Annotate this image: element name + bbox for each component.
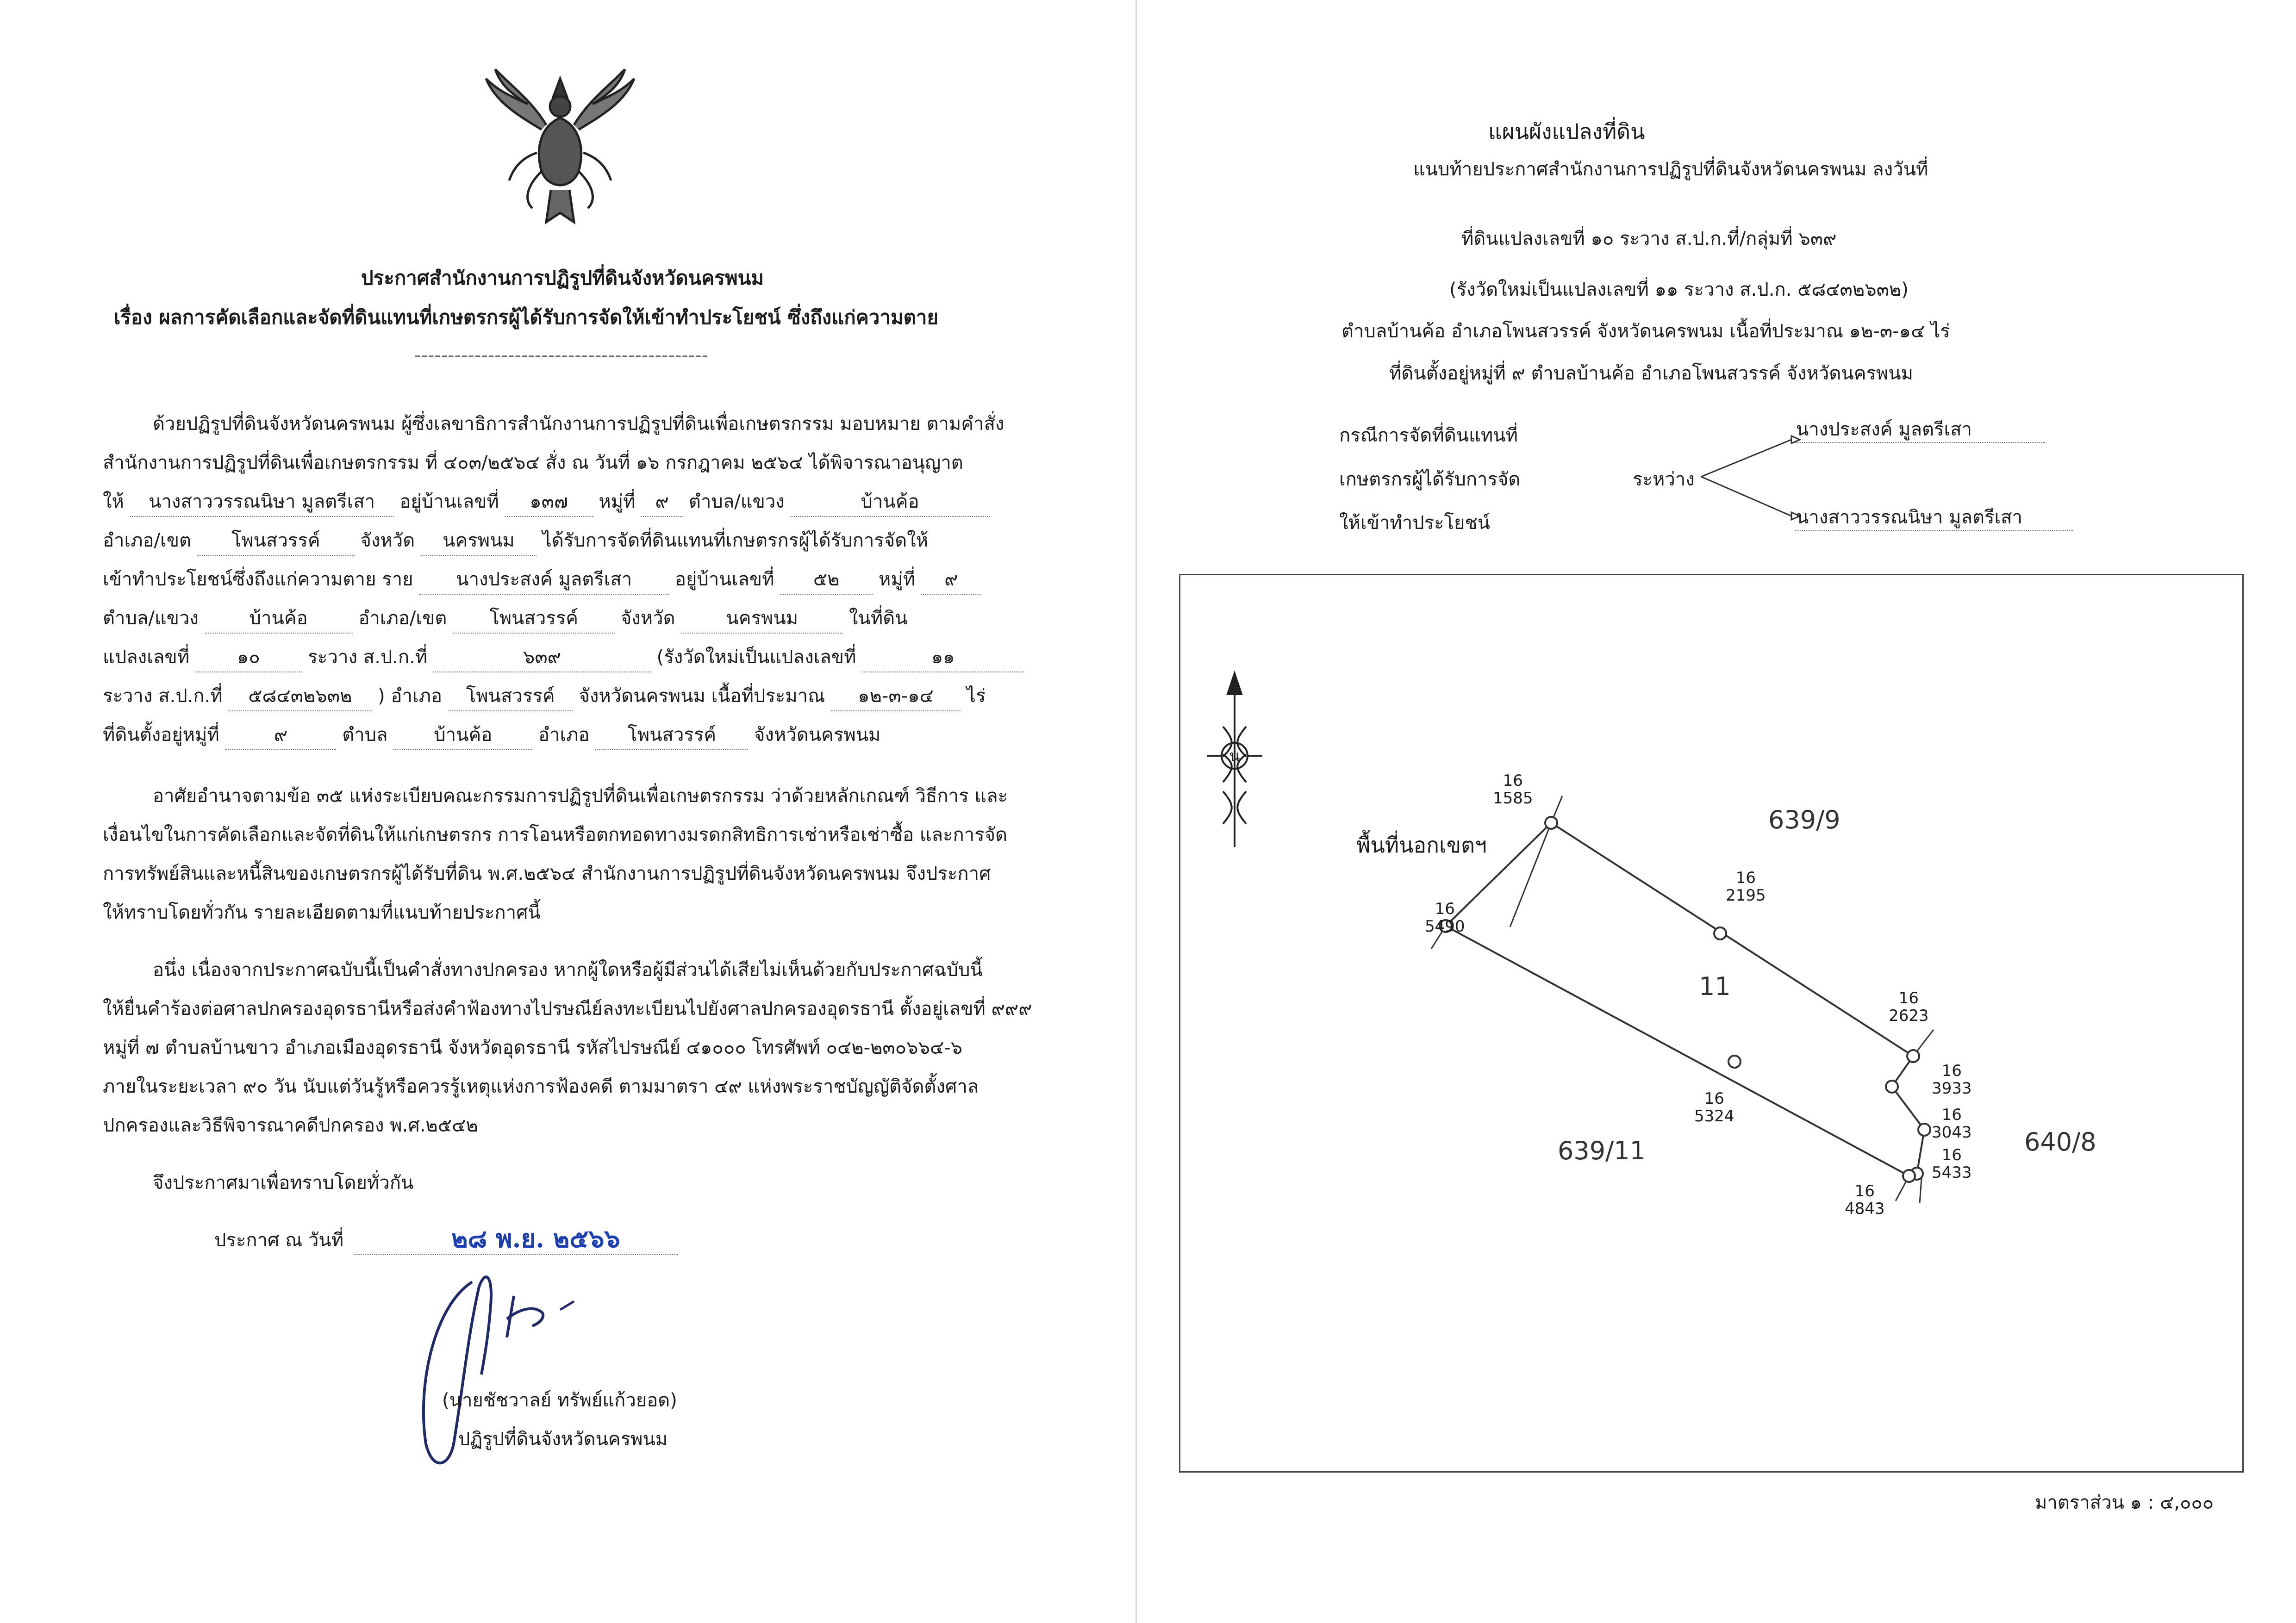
title-separator: -------------------------------------------- bbox=[414, 345, 709, 366]
between-label: ระหว่าง bbox=[1633, 469, 1695, 490]
resurvey-line: (รังวัดใหม่เป็นแปลงเลขที่ ๑๑ ระวาง ส.ป.ก. ๕๘๔๓๒๖๓๒) bbox=[1449, 279, 1909, 300]
para3-line1: อนึ่ง เนื่องจากประกาศฉบับนี้เป็นคำสั่งทางปกครอง หากผู้ใดหรือผู้มีส่วนได้เสียไม่เห็นด้วยกับประกาศฉบับนี้ bbox=[153, 959, 983, 981]
north-letter: น bbox=[1229, 747, 1240, 765]
plot-amphoe-2: โพนสวรรค์ bbox=[595, 720, 748, 750]
para1-line8: ระวาง ส.ป.ก.ที่ ๕๘๔๓๒๖๓๒ ) อำเภอ โพนสวรรค์ จังหวัดนครพนม เนื้อที่ประมาณ ๑๒-๓-๑๔ ไร่ bbox=[103, 681, 986, 711]
para1-line2: สำนักงานการปฏิรูปที่ดินเพื่อเกษตรกรรม ที่ ๔๐๓/๒๕๖๔ สั่ง ณ วันที่ ๑๖ กรกฎาคม ๒๕๖๔ ได้พิจารณาอนุญาต bbox=[103, 452, 963, 473]
new-plot-number: ๑๑ bbox=[862, 642, 1024, 672]
plot-line: ที่ดินแปลงเลขที่ ๑๐ ระวาง ส.ป.ก.ที่/กลุ่มที่ ๖๓๙ bbox=[1461, 228, 1837, 249]
parcel-number: 11 bbox=[1699, 972, 1731, 1001]
para2-line4: ให้ทราบโดยทั่วกัน รายละเอียดตามที่แนบท้ายประกาศนี้ bbox=[103, 902, 541, 923]
plot-amphoe: โพนสวรรค์ bbox=[448, 681, 573, 711]
marker-label-3933: 16 3933 bbox=[1932, 1062, 1972, 1098]
recipient-amphoe: โพนสวรรค์ bbox=[197, 525, 355, 556]
neighbor-639-9: 639/9 bbox=[1768, 805, 1841, 834]
neighbor-639-11: 639/11 bbox=[1558, 1136, 1646, 1165]
located-line: ที่ดินตั้งอยู่หมู่ที่ ๙ ตำบลบ้านค้อ อำเภอโพนสวรรค์ จังหวัดนครพนม bbox=[1389, 363, 1914, 384]
map-title: แผนผังแปลงที่ดิน bbox=[1488, 119, 1645, 144]
para2-line2: เงื่อนไขในการคัดเลือกและจัดที่ดินให้แก่เกษตรกร การโอนหรือตกทอดทางมรดกสิทธิการเช่าหรือเช่าซื้อ และการจัด bbox=[103, 824, 1008, 846]
marker-label-2195: 16 2195 bbox=[1726, 869, 1766, 905]
para1-line7: แปลงเลขที่ ๑๐ ระวาง ส.ป.ก.ที่ ๖๓๙ (รังวัดใหม่เป็นแปลงเลขที่ ๑๑ bbox=[103, 642, 1024, 672]
marker-3933 bbox=[1886, 1081, 1898, 1093]
plot-moo: ๙ bbox=[225, 720, 336, 750]
page-divider bbox=[1136, 0, 1137, 1623]
recipient-province: นครพนม bbox=[421, 525, 537, 556]
map-subtitle: แนบท้ายประกาศสำนักงานการปฏิรูปที่ดินจังหวัดนครพนม ลงวันที่ bbox=[1413, 159, 1928, 180]
neighbor-640-8: 640/8 bbox=[2024, 1127, 2096, 1157]
cadastral-map bbox=[1179, 574, 2244, 1473]
boundary-markers bbox=[1440, 817, 1930, 1182]
date-value: ๒๘ พ.ย. ๒๕๖๖ bbox=[451, 1224, 620, 1253]
recipient-tambon: บ้านค้อ bbox=[791, 486, 990, 517]
marker-label-2623: 16 2623 bbox=[1889, 989, 1929, 1025]
case-line3: ให้เข้าทำประโยชน์ bbox=[1339, 512, 1490, 534]
rawang-number: ๖๓๙ bbox=[433, 642, 651, 672]
outside-area-label: พื้นที่นอกเขตฯ bbox=[1356, 833, 1487, 858]
para3-line3: หมู่ที่ ๗ ตำบลบ้านขาว อำเภอเมืองอุดรธานี จังหวัดอุดรธานี รหัสไปรษณีย์ ๔๑๐๐๐ โทรศัพท์ ๐๔๒-๒๓๐๖๖๔-๖ bbox=[103, 1037, 963, 1058]
recipient-house-no: ๑๓๗ bbox=[505, 486, 593, 517]
recipient-name: นางสาววรรณนิษา มูลตรีเสา bbox=[130, 486, 394, 517]
map-scale: มาตราส่วน ๑ : ๔,๐๐๐ bbox=[2035, 1492, 2214, 1513]
para1-line3: ให้ นางสาววรรณนิษา มูลตรีเสา อยู่บ้านเลขที่ ๑๓๗ หมู่ที่ ๙ ตำบล/แขวง บ้านค้อ bbox=[103, 486, 990, 517]
para3-line4: ภายในระยะเวลา ๙๐ วัน นับแต่วันรู้หรือควรรู้เหตุแห่งการฟ้องคดี ตามมาตรา ๔๙ แห่งพระราชบัญญัติจัดตั้งศาล bbox=[103, 1076, 979, 1097]
garuda-emblem-icon bbox=[481, 60, 639, 236]
deceased-moo: ๙ bbox=[921, 564, 981, 595]
para1-line5: เข้าทำประโยชน์ซึ่งถึงแก่ความตาย ราย นางประสงค์ มูลตรีเสา อยู่บ้านเลขที่ ๕๒ หมู่ที่ ๙ bbox=[103, 564, 981, 595]
marker-label-5324: 16 5324 bbox=[1694, 1089, 1734, 1126]
marker-5324 bbox=[1728, 1056, 1741, 1068]
marker-3043 bbox=[1918, 1124, 1930, 1136]
signatory-title: ปฏิรูปที่ดินจังหวัดนครพนม bbox=[458, 1429, 668, 1450]
plot-number: ๑๐ bbox=[195, 642, 302, 672]
person-deceased-underline bbox=[1795, 442, 2045, 443]
marker-label-1585: 16 1585 bbox=[1493, 771, 1533, 808]
signatory-name: (นายชัชวาลย์ ทรัพย์แก้วยอด) bbox=[442, 1390, 677, 1411]
extension-lines bbox=[1431, 796, 1934, 1203]
marker-4843 bbox=[1903, 1170, 1915, 1182]
parcel-boundary bbox=[1446, 823, 1924, 1176]
announcement-title: ประกาศสำนักงานการปฏิรูปที่ดินจังหวัดนครพนม bbox=[361, 267, 764, 289]
marker-label-5433: 16 5433 bbox=[1932, 1146, 1972, 1182]
para1-line9: ที่ดินตั้งอยู่หมู่ที่ ๙ ตำบล บ้านค้อ อำเภอ โพนสวรรค์ จังหวัดนครพนม bbox=[103, 720, 880, 750]
recipient-moo: ๙ bbox=[641, 486, 683, 517]
location-line: ตำบลบ้านค้อ อำเภอโพนสวรรค์ จังหวัดนครพนม เนื้อที่ประมาณ ๑๒-๓-๑๔ ไร่ bbox=[1341, 321, 1950, 342]
marker-2623 bbox=[1907, 1050, 1919, 1062]
case-line2: เกษตรกรผู้ได้รับการจัด bbox=[1339, 469, 1521, 490]
para3-line2: ให้ยื่นคำร้องต่อศาลปกครองอุดรธานีหรือส่งคำฟ้องทางไปรษณีย์ลงทะเบียนไปยังศาลปกครองอุดรธานี ตั้งอยู่เลขที่ ๙๙๙ bbox=[103, 998, 1032, 1020]
person-deceased: นางประสงค์ มูลตรีเสา bbox=[1796, 419, 1972, 440]
date-label: ประกาศ ณ วันที่ bbox=[214, 1230, 344, 1251]
para2-line1: อาศัยอำนาจตามข้อ ๓๕ แห่งระเบียบคณะกรรมการปฏิรูปที่ดินเพื่อเกษตรกรรม ว่าด้วยหลักเกณฑ์ วิธีการ และ bbox=[153, 785, 1008, 807]
para1-line6: ตำบล/แขวง บ้านค้อ อำเภอ/เขต โพนสวรรค์ จังหวัด นครพนม ในที่ดิน bbox=[103, 603, 908, 634]
deceased-province: นครพนม bbox=[681, 603, 843, 634]
marker-2195 bbox=[1714, 927, 1726, 939]
deceased-house-no: ๕๒ bbox=[780, 564, 873, 595]
new-rawang-number: ๕๘๔๓๒๖๓๒ bbox=[228, 681, 372, 711]
para2-line3: การทรัพย์สินและหนี้สินของเกษตรกรผู้ได้รับที่ดิน พ.ศ.๒๕๖๔ สำนักงานการปฏิรูปที่ดินจังหวัดนครพนม จึงประกาศ bbox=[103, 863, 991, 884]
marker-label-3043: 16 3043 bbox=[1932, 1106, 1972, 1142]
between-bracket bbox=[1699, 430, 1805, 523]
para3-line5: ปกครองและวิธีพิจารณาคดีปกครอง พ.ศ.๒๕๔๒ bbox=[103, 1115, 478, 1136]
announcement-page bbox=[0, 0, 1136, 1623]
deceased-tambon: บ้านค้อ bbox=[205, 603, 353, 634]
person-recipient-underline bbox=[1795, 530, 2073, 531]
plot-tambon: บ้านค้อ bbox=[393, 720, 532, 750]
marker-label-4843: 16 4843 bbox=[1845, 1182, 1885, 1218]
plot-area: ๑๒-๓-๑๔ bbox=[831, 681, 961, 711]
case-line1: กรณีการจัดที่ดินแทนที่ bbox=[1339, 425, 1518, 446]
para1-line1: ด้วยปฏิรูปที่ดินจังหวัดนครพนม ผู้ซึ่งเลขาธิการสำนักงานการปฏิรูปที่ดินเพื่อเกษตรกรรม มอบหมาย ตามคำสั่ง bbox=[153, 413, 1004, 435]
marker-1585 bbox=[1545, 817, 1557, 829]
deceased-name: นางประสงค์ มูลตรีเสา bbox=[419, 564, 669, 595]
announcement-subject: เรื่อง ผลการคัดเลือกและจัดที่ดินแทนที่เกษตรกรผู้ได้รับการจัดให้เข้าทำประโยชน์ ซึ่งถึงแก่ความตาย bbox=[114, 306, 939, 329]
para1-line4: อำเภอ/เขต โพนสวรรค์ จังหวัด นครพนม ได้รับการจัดที่ดินแทนที่เกษตรกรผู้ได้รับการจัดให้ bbox=[103, 525, 928, 556]
deceased-amphoe: โพนสวรรค์ bbox=[453, 603, 615, 634]
person-recipient: นางสาววรรณนิษา มูลตรีเสา bbox=[1796, 507, 2022, 528]
closing-statement: จึงประกาศมาเพื่อทราบโดยทั่วกัน bbox=[153, 1172, 414, 1194]
marker-label-5490: 16 5490 bbox=[1425, 900, 1465, 936]
